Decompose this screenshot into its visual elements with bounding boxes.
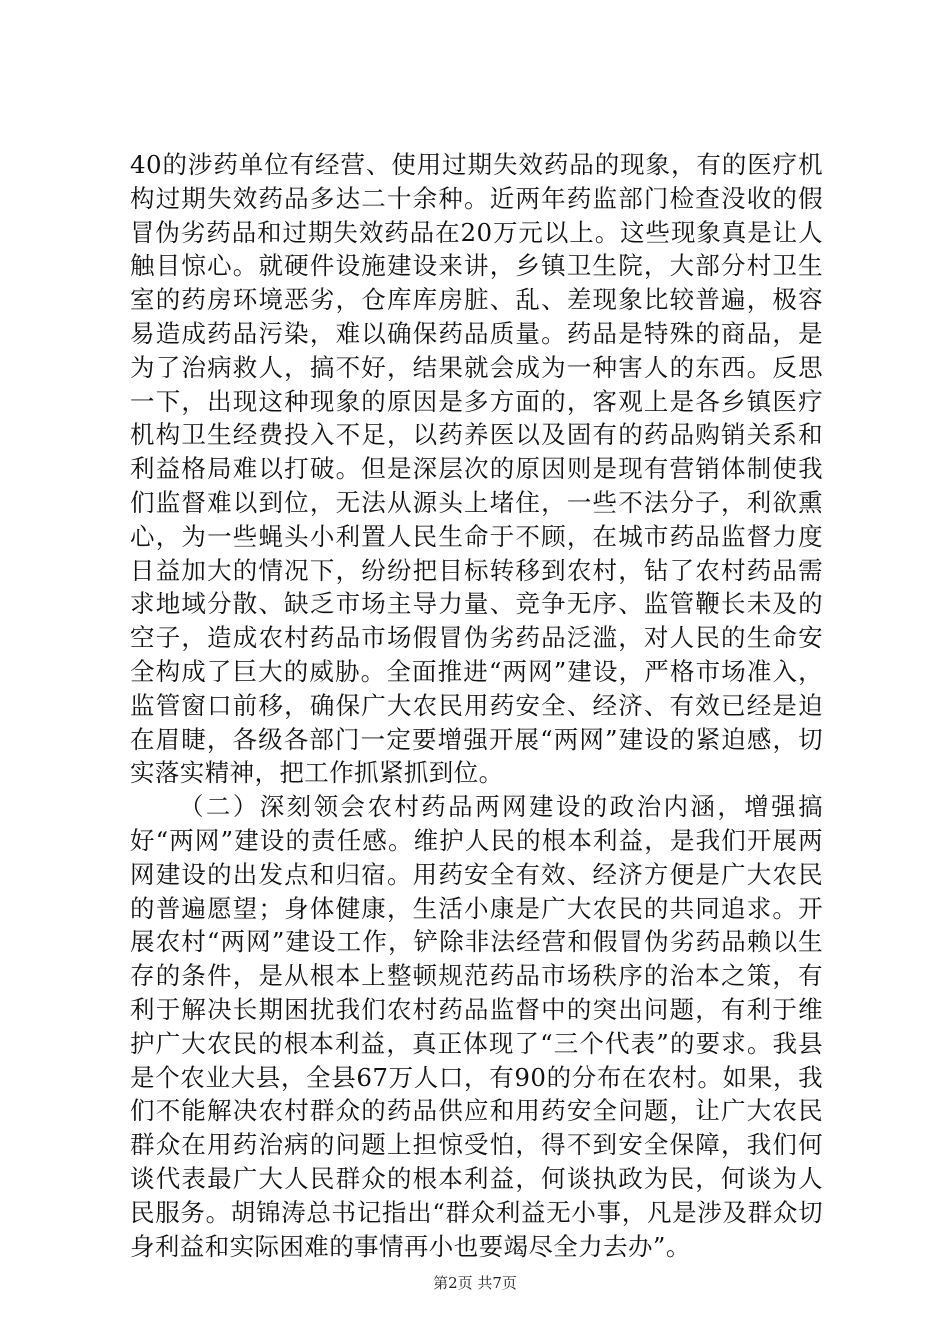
document-body <box>130 148 823 1263</box>
paragraph-continuation: 40的涉药单位有经营、使用过期失效药品的现象，有的医疗机构过期失效药品多达二十余种。近两年药监部门检查没收的假冒伪劣药品和过期失效药品在20万元以上。这些现象真是让人触目惊心。就硬件设施建设来讲，乡镇卫生院，大部分村卫生室的药房环境恶劣，仓库库房脏、乱、差现象比较普遍，极容易造成药品污染，难以确保药品质量。药品是特殊的商品，是为了治病救人，搞不好，结果就会成为一种害人的东西。反思一下，出现这种现象的原因是多方面的，客观上是各乡镇医疗机构卫生经费投入不足，以药养医以及固有的药品购销关系和利益格局难以打破。但是深层次的原因则是现有营销体制使我们监督难以到位，无法从源头上堵住，一些不法分子，利欲熏心，为一些蝇头小利置人民生命于不顾，在城市药品监督力度日益加大的情况下，纷纷把目标转移到农村，钻了农村药品需求地域分散、缺乏市场主导力量、竞争无序、监管鞭长未及的空子，造成农村药品市场假冒伪劣药品泛滥，对人民的生命安全构成了巨大的威胁。全面推进“两网”建设，严格市场准入，监管窗口前移，确保广大农民用药安全、经济、有效已经是迫在眉睫，各级各部门一定要增强开展“两网”建设的紧迫感，切实落实精神，把工作抓紧抓到位。 <box>130 150 823 788</box>
page-footer: 第2页 共7页 <box>433 1274 517 1292</box>
paragraph-section-two: （二）深刻领会农村药品两网建设的政治内涵，增强搞好“两网”建设的责任感。维护人民的根本利益，是我们开展两网建设的出发点和归宿。用药安全有效、经济方便是广大农民的普遍愿望；身体健康，生活小康是广大农民的共同追求。开展农村“两网”建设工作，铲除非法经营和假冒伪劣药品赖以生存的条件，是从根本上整顿规范药品市场秩序的治本之策，有利于解决长期困扰我们农村药品监督中的突出问题，有利于维护广大农民的根本利益，真正体现了“三个代表”的要求。我县是个农业大县，全县67万人口，有90的分布在农村。如果，我们不能解决农村群众的药品供应和用药安全问题，让广大农民群众在用药治病的问题上担惊受怕，得不到安全保障，我们何谈代表最广大人民群众的根本利益，何谈执政为民，何谈为人民服务。胡锦涛总书记指出“群众利益无小事，凡是涉及群众切身利益和实际困难的事情再小也要竭尽全力去办”。 <box>130 792 823 1261</box>
